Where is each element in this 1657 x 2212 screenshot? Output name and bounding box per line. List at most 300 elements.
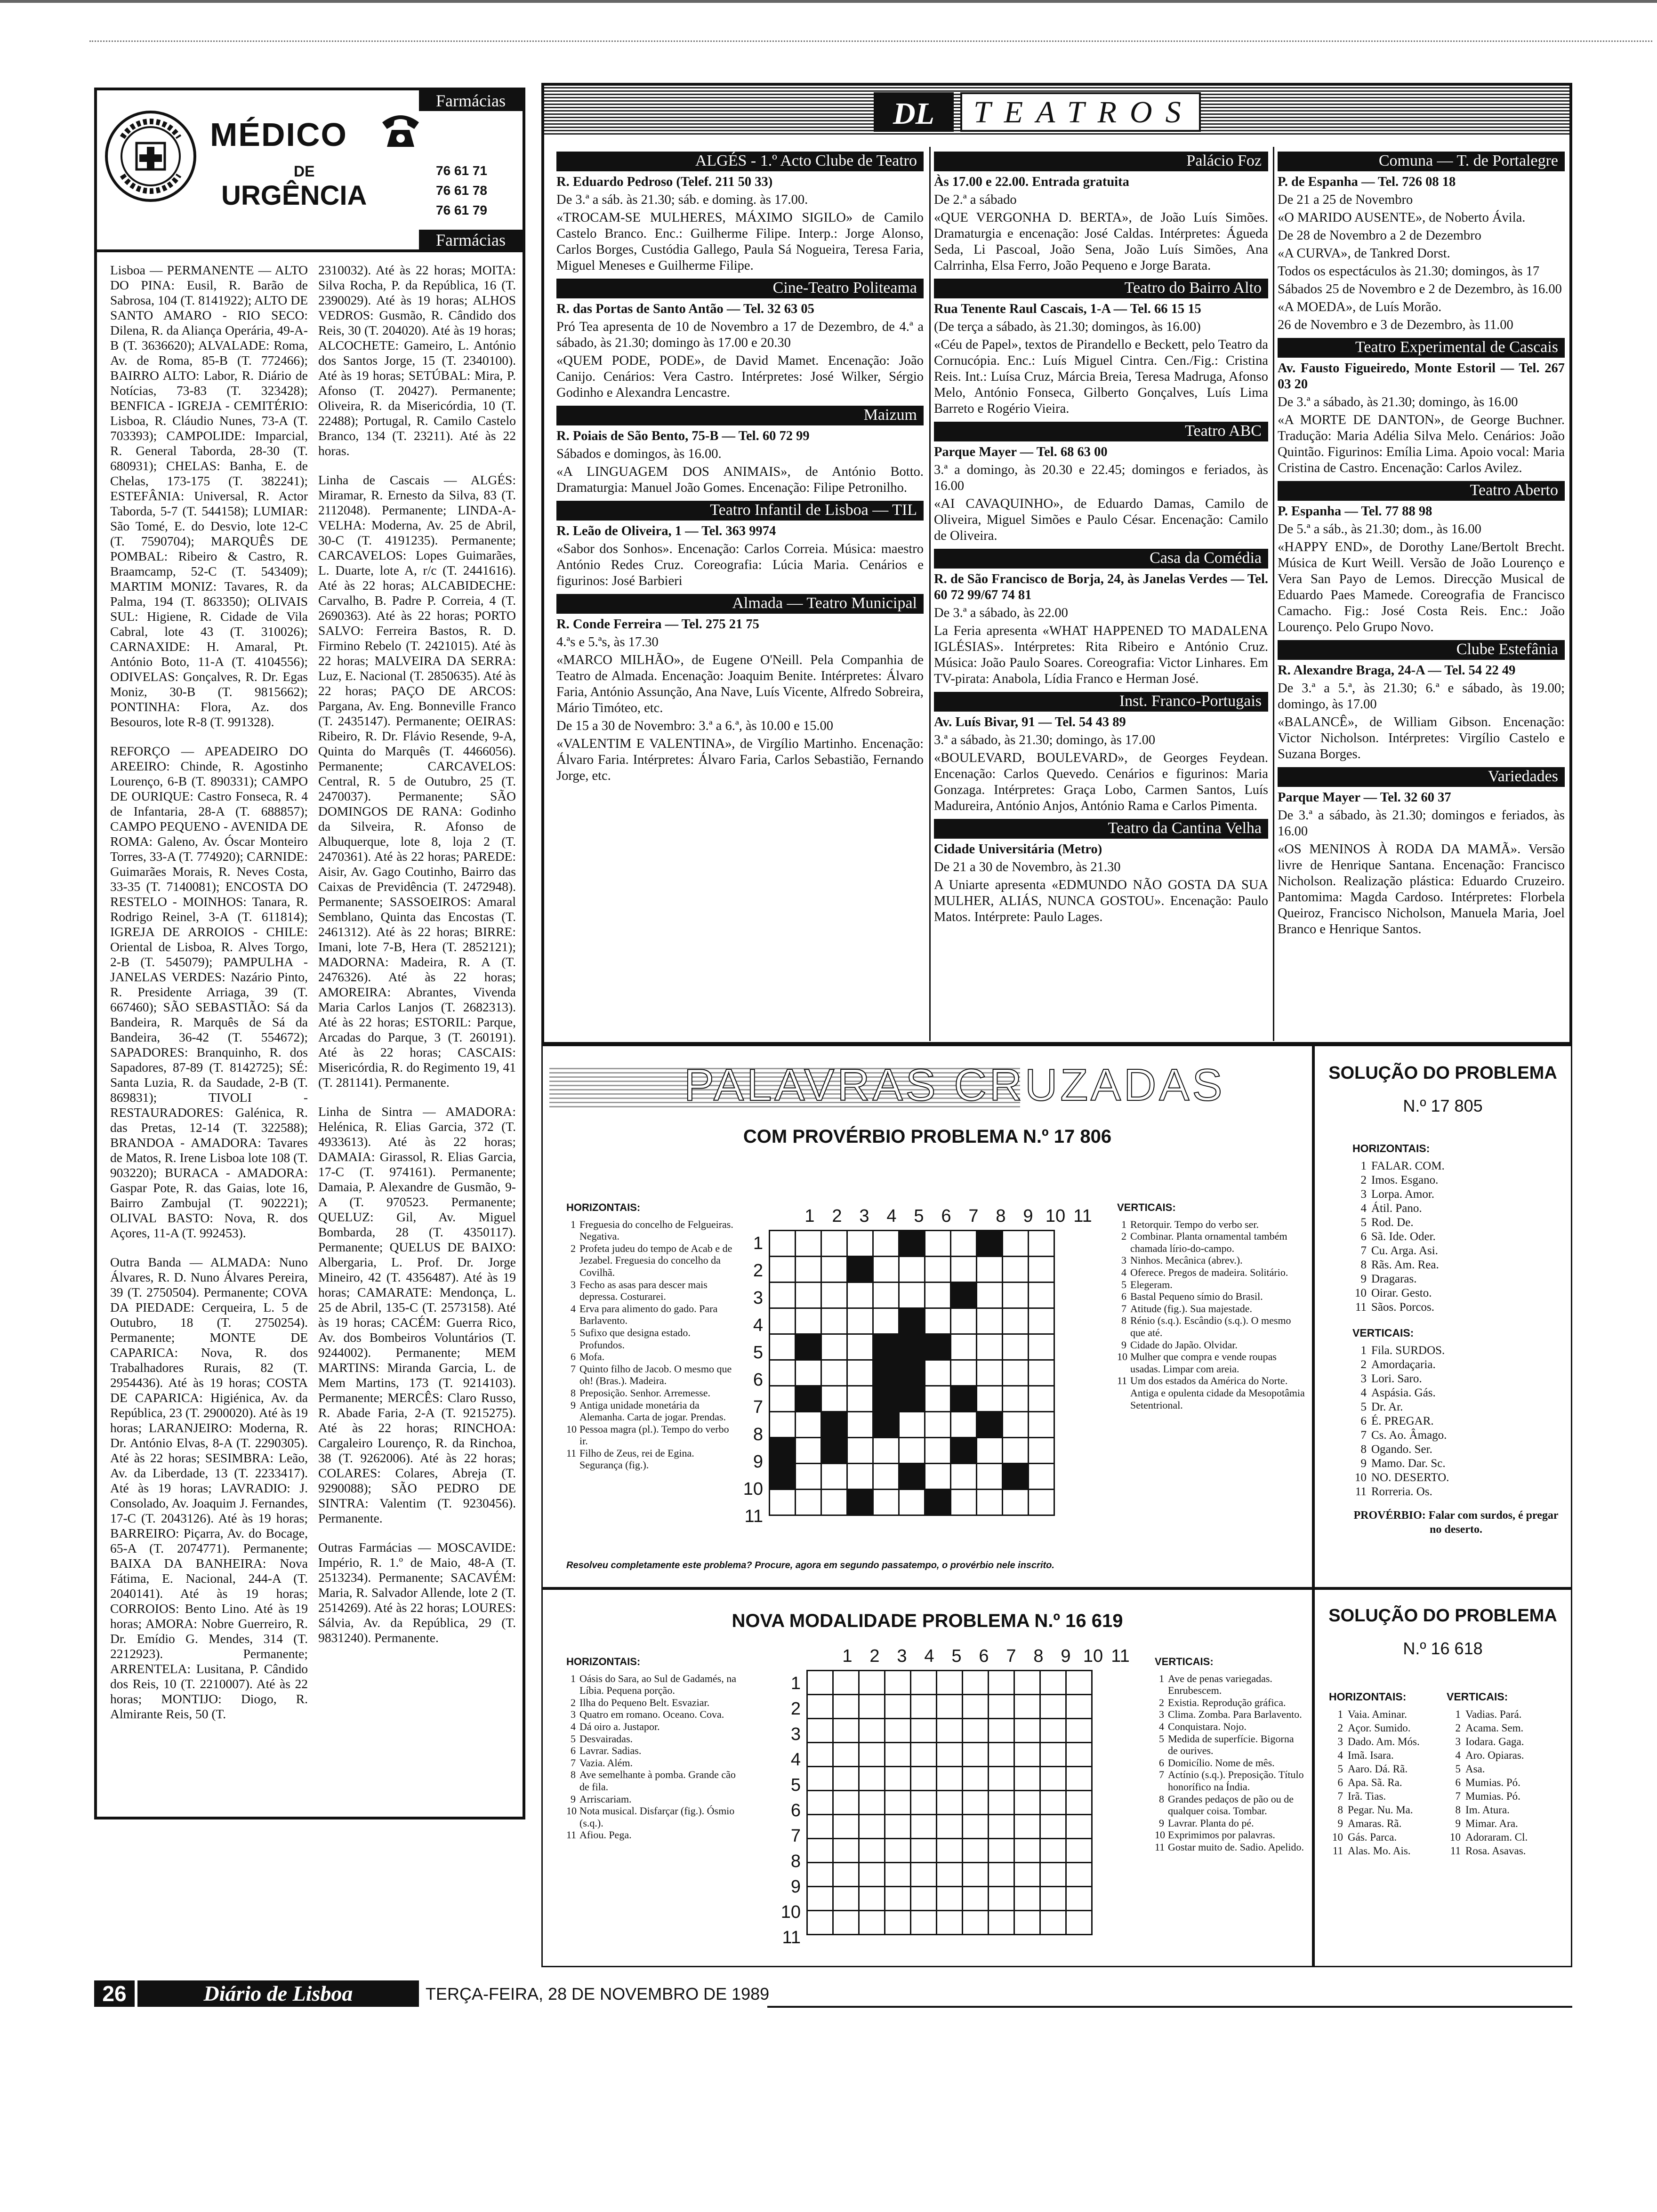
grid-cell[interactable] — [951, 1412, 977, 1438]
grid-cell[interactable] — [847, 1308, 873, 1334]
top-dotted-rule — [89, 40, 1652, 42]
grid-cell[interactable] — [899, 1360, 925, 1386]
solution-number-label: 7 — [1360, 1244, 1367, 1257]
grid-cell[interactable] — [1014, 1839, 1040, 1863]
theatre-listing-line: P. de Espanha — Tel. 726 08 18 — [1278, 175, 1456, 189]
grid-cell[interactable] — [989, 1887, 1014, 1911]
grid-cell[interactable] — [1003, 1257, 1029, 1282]
grid-cell[interactable] — [1029, 1257, 1054, 1282]
grid-cell[interactable] — [977, 1231, 1003, 1257]
clinic-logo — [104, 109, 198, 203]
grid-cell[interactable] — [796, 1464, 821, 1490]
grid-cell[interactable] — [885, 1767, 911, 1791]
solution-item — [1352, 1187, 1560, 1202]
grid-cell[interactable] — [925, 1360, 951, 1386]
grid-cell[interactable] — [873, 1308, 899, 1334]
clue-text: Profeta judeu do tempo de Acab e de Jezabel. Freguesia do concelho da Covilhã. — [579, 1242, 732, 1278]
grid-cell[interactable] — [1014, 1911, 1040, 1935]
grid-cell[interactable] — [1040, 1671, 1066, 1695]
grid-cell[interactable] — [937, 1911, 963, 1935]
grid-cell[interactable] — [885, 1839, 911, 1863]
grid-cell[interactable] — [899, 1464, 925, 1490]
theatre-listing-line: «VALENTIM E VALENTINA», de Virgílio Martinho. Encenação: Álvaro Faria. Intérpretes: Álvaro Faria, Carlos Sebastião, Fernando Jorge, etc. — [556, 737, 924, 783]
solution-answer: Iodara. Gaga. — [1465, 1736, 1524, 1747]
grid-cell[interactable] — [770, 1438, 796, 1464]
clue-number: 10 — [566, 1805, 577, 1817]
grid-cell[interactable] — [899, 1412, 925, 1438]
grid-cell[interactable] — [873, 1334, 899, 1360]
grid-cell[interactable] — [859, 1791, 885, 1815]
grid-cell[interactable] — [885, 1671, 911, 1695]
solution-item — [1352, 1471, 1560, 1485]
grid-cell[interactable] — [951, 1231, 977, 1257]
grid-cell[interactable] — [925, 1282, 951, 1308]
grid-cell[interactable] — [1003, 1360, 1029, 1386]
grid-cell[interactable] — [873, 1464, 899, 1490]
grid-cell[interactable] — [963, 1695, 989, 1719]
grid-cell[interactable] — [925, 1308, 951, 1334]
grid-cell[interactable] — [989, 1695, 1014, 1719]
grid-cell[interactable] — [807, 1695, 833, 1719]
grid-cell[interactable] — [937, 1839, 963, 1863]
grid-cell[interactable] — [977, 1490, 1003, 1515]
grid-cell[interactable] — [1040, 1887, 1066, 1911]
theatre-name-bar: Almada — Teatro Municipal — [556, 594, 924, 614]
solution-item — [1447, 1721, 1564, 1735]
grid-cell[interactable] — [770, 1282, 796, 1308]
grid-cell[interactable] — [807, 1815, 833, 1839]
clue-number: 5 — [1159, 1732, 1164, 1745]
grid-cell[interactable] — [1029, 1464, 1054, 1490]
grid-cell[interactable] — [859, 1911, 885, 1935]
grid-cell[interactable] — [1003, 1308, 1029, 1334]
solution-number-label: 2 — [1360, 1358, 1367, 1371]
grid-cell[interactable] — [859, 1767, 885, 1791]
grid-cell[interactable] — [847, 1257, 873, 1282]
grid-cell[interactable] — [859, 1815, 885, 1839]
grid-cell[interactable] — [770, 1360, 796, 1386]
grid-cell[interactable] — [807, 1863, 833, 1887]
solution-answer: Pegar. Nu. Ma. — [1348, 1804, 1413, 1816]
grid-cell[interactable] — [807, 1671, 833, 1695]
theatre-listing-line: R. Conde Ferreira — Tel. 275 21 75 — [556, 617, 759, 632]
theatre-name-bar: Teatro Infantil de Lisboa — TIL — [556, 501, 924, 521]
crossword-grid-2 — [806, 1670, 1093, 1935]
grid-cell[interactable] — [899, 1490, 925, 1515]
grid-cell[interactable] — [833, 1791, 859, 1815]
grid-cell[interactable] — [885, 1695, 911, 1719]
grid-cell[interactable] — [963, 1839, 989, 1863]
theatre-listing-line: «QUE VERGONHA D. BERTA», de João Luís Simões. Dramaturgia e encenação: José Caldas. Intérpretes: Águeda Seda, Li Pascoal, João Sena, João Luís Simões, Ana Calrrinha, Elsa Ferro, João Pequeno e Jorge Barata. — [934, 210, 1268, 273]
grid-cell[interactable] — [1014, 1815, 1040, 1839]
grid-cell[interactable] — [911, 1911, 937, 1935]
grid-cell[interactable] — [859, 1695, 885, 1719]
clue-item — [566, 1708, 740, 1721]
grid-cell[interactable] — [899, 1257, 925, 1282]
grid-cell[interactable] — [989, 1863, 1014, 1887]
grid-cell[interactable] — [1040, 1815, 1066, 1839]
grid-cell[interactable] — [1014, 1719, 1040, 1743]
solution-number-label: 7 — [1455, 1790, 1461, 1802]
grid-cell[interactable] — [911, 1767, 937, 1791]
grid-cell[interactable] — [977, 1386, 1003, 1412]
grid-cell[interactable] — [847, 1438, 873, 1464]
vertical-clues — [1117, 1202, 1305, 1531]
grid-cell[interactable] — [989, 1767, 1014, 1791]
grid-cell[interactable] — [770, 1464, 796, 1490]
solution-number-label: 1 — [1360, 1344, 1367, 1357]
grid-cell[interactable] — [1014, 1671, 1040, 1695]
grid-cell[interactable] — [821, 1386, 847, 1412]
clue-item — [566, 1697, 740, 1709]
grid-cell[interactable] — [1029, 1334, 1054, 1360]
grid-cell[interactable] — [1014, 1863, 1040, 1887]
grid-cell[interactable] — [1029, 1438, 1054, 1464]
clue-number: 7 — [571, 1756, 576, 1769]
grid-cell[interactable] — [847, 1334, 873, 1360]
grid-cell[interactable] — [821, 1282, 847, 1308]
grid-cell[interactable] — [796, 1257, 821, 1282]
grid-cell[interactable] — [1040, 1839, 1066, 1863]
grid-cell[interactable] — [1066, 1815, 1092, 1839]
grid-cell[interactable] — [951, 1386, 977, 1412]
grid-cell[interactable] — [821, 1308, 847, 1334]
grid-cell[interactable] — [963, 1887, 989, 1911]
grid-cell[interactable] — [937, 1863, 963, 1887]
grid-cell[interactable] — [833, 1767, 859, 1791]
grid-cell[interactable] — [821, 1464, 847, 1490]
grid-cell[interactable] — [989, 1719, 1014, 1743]
clue-text: Afiou. Pega. — [579, 1829, 632, 1841]
grid-cell[interactable] — [847, 1282, 873, 1308]
horizontais-heading: HORIZONTAIS: — [566, 1656, 641, 1667]
grid-cell[interactable] — [847, 1360, 873, 1386]
grid-cell[interactable] — [963, 1911, 989, 1935]
grid-cell[interactable] — [770, 1308, 796, 1334]
grid-cell[interactable] — [951, 1257, 977, 1282]
grid-cell[interactable] — [873, 1386, 899, 1412]
grid-cell[interactable] — [1040, 1767, 1066, 1791]
grid-cell[interactable] — [796, 1334, 821, 1360]
crossword-col-numbers-2 — [834, 1646, 1144, 1670]
clue-text: Retorquir. Tempo do verbo ser. — [1130, 1218, 1259, 1230]
grid-cell[interactable] — [963, 1767, 989, 1791]
theatre-name-bar: Clube Estefânia — [1278, 640, 1565, 660]
grid-cell[interactable] — [925, 1231, 951, 1257]
grid-cell[interactable] — [1014, 1887, 1040, 1911]
grid-cell[interactable] — [859, 1887, 885, 1911]
clue-item — [1117, 1218, 1305, 1231]
clue-number: 8 — [1159, 1793, 1164, 1805]
grid-cell[interactable] — [796, 1308, 821, 1334]
grid-cell[interactable] — [821, 1360, 847, 1386]
grid-cell[interactable] — [977, 1412, 1003, 1438]
crossword-panel — [541, 1045, 1313, 1588]
grid-cell[interactable] — [885, 1887, 911, 1911]
grid-cell[interactable] — [1029, 1490, 1054, 1515]
grid-cell[interactable] — [873, 1257, 899, 1282]
grid-cell[interactable] — [807, 1719, 833, 1743]
grid-cell[interactable] — [770, 1257, 796, 1282]
grid-cell[interactable] — [833, 1695, 859, 1719]
grid-cell[interactable] — [937, 1743, 963, 1767]
grid-cell[interactable] — [859, 1863, 885, 1887]
grid-cell[interactable] — [977, 1282, 1003, 1308]
grid-cell[interactable] — [1066, 1839, 1092, 1863]
grid-cell[interactable] — [925, 1386, 951, 1412]
solution-item — [1352, 1428, 1560, 1443]
solution-answer: Sãos. Porcos. — [1371, 1301, 1435, 1314]
grid-cell[interactable] — [1014, 1767, 1040, 1791]
grid-cell[interactable] — [1029, 1412, 1054, 1438]
grid-cell[interactable] — [989, 1839, 1014, 1863]
grid-cell[interactable] — [847, 1231, 873, 1257]
grid-cell[interactable] — [963, 1791, 989, 1815]
grid-cell[interactable] — [1003, 1231, 1029, 1257]
grid-cell[interactable] — [911, 1815, 937, 1839]
grid-cell[interactable] — [899, 1231, 925, 1257]
grid-cell[interactable] — [989, 1791, 1014, 1815]
grid-cell[interactable] — [796, 1360, 821, 1386]
grid-cell[interactable] — [911, 1863, 937, 1887]
grid-cell[interactable] — [925, 1257, 951, 1282]
grid-cell[interactable] — [885, 1863, 911, 1887]
grid-cell[interactable] — [821, 1231, 847, 1257]
grid-cell[interactable] — [911, 1887, 937, 1911]
grid-cell[interactable] — [937, 1671, 963, 1695]
grid-cell[interactable] — [873, 1231, 899, 1257]
grid-cell[interactable] — [796, 1490, 821, 1515]
grid-cell[interactable] — [1066, 1695, 1092, 1719]
grid-cell[interactable] — [859, 1671, 885, 1695]
solution-body — [1352, 1136, 1560, 1559]
grid-cell[interactable] — [1014, 1743, 1040, 1767]
grid-cell[interactable] — [899, 1438, 925, 1464]
grid-cell[interactable] — [989, 1671, 1014, 1695]
grid-cell[interactable] — [1066, 1743, 1092, 1767]
grid-cell[interactable] — [1029, 1386, 1054, 1412]
grid-cell[interactable] — [1003, 1490, 1029, 1515]
grid-cell[interactable] — [1066, 1791, 1092, 1815]
grid-cell[interactable] — [911, 1695, 937, 1719]
grid-cell[interactable] — [833, 1815, 859, 1839]
grid-cell[interactable] — [963, 1719, 989, 1743]
grid-cell[interactable] — [847, 1490, 873, 1515]
grid-cell[interactable] — [1029, 1231, 1054, 1257]
solution-answer: Aspásia. Gás. — [1371, 1387, 1436, 1399]
clue-number: 9 — [571, 1399, 576, 1411]
grid-cell[interactable] — [833, 1863, 859, 1887]
grid-cell[interactable] — [770, 1490, 796, 1515]
grid-cell[interactable] — [859, 1719, 885, 1743]
medico-title: MÉDICO — [210, 116, 347, 153]
grid-cell[interactable] — [977, 1438, 1003, 1464]
grid-cell[interactable] — [937, 1791, 963, 1815]
grid-cell[interactable] — [821, 1438, 847, 1464]
solution-number-label: 4 — [1360, 1202, 1367, 1215]
grid-cell[interactable] — [1040, 1719, 1066, 1743]
grid-cell[interactable] — [796, 1231, 821, 1257]
pharmacy-listing: 2310032). Até às 22 horas; MOITA: Silva Rocha, P. da República, 16 (T. 2390029). Até às 19 horas; ALHOS VEDROS: Gusmão, R. Cândido dos Reis, 30 (T. 204020). Até às 19 horas; ALCOCHETE: Gameiro, L. António dos Santos Jorge, 15 (T. 2340100). Até às 19 horas; SETÚBAL: Mira, P. Afonso (T. 20427). Permanente; Oliveira, R. da Misericórdia, 10 (T. 22488); Portugal, R. Camilo Castelo Branco, 134 (T. 23211). Até às 22 horas. — [318, 263, 516, 458]
grid-cell[interactable] — [1029, 1360, 1054, 1386]
theatre-name-bar: Teatro do Bairro Alto — [934, 279, 1268, 298]
grid-cell[interactable] — [885, 1791, 911, 1815]
grid-cell[interactable] — [911, 1671, 937, 1695]
grid-cell[interactable] — [937, 1887, 963, 1911]
grid-cell[interactable] — [873, 1412, 899, 1438]
grid-cell[interactable] — [1003, 1282, 1029, 1308]
grid-cell[interactable] — [951, 1360, 977, 1386]
grid-cell[interactable] — [911, 1791, 937, 1815]
grid-cell[interactable] — [770, 1334, 796, 1360]
grid-cell[interactable] — [899, 1386, 925, 1412]
grid-cell[interactable] — [1040, 1743, 1066, 1767]
grid-cell[interactable] — [796, 1282, 821, 1308]
grid-cell[interactable] — [807, 1767, 833, 1791]
grid-cell[interactable] — [833, 1671, 859, 1695]
grid-cell[interactable] — [1029, 1282, 1054, 1308]
grid-cell[interactable] — [937, 1815, 963, 1839]
grid-cell[interactable] — [899, 1308, 925, 1334]
grid-cell[interactable] — [807, 1839, 833, 1863]
grid-cell[interactable] — [977, 1257, 1003, 1282]
grid-cell[interactable] — [821, 1412, 847, 1438]
grid-cell[interactable] — [963, 1743, 989, 1767]
grid-cell[interactable] — [833, 1887, 859, 1911]
grid-cell[interactable] — [951, 1438, 977, 1464]
grid-cell[interactable] — [1003, 1412, 1029, 1438]
grid-cell[interactable] — [963, 1671, 989, 1695]
grid-cell[interactable] — [925, 1490, 951, 1515]
grid-cell[interactable] — [1040, 1863, 1066, 1887]
grid-cell[interactable] — [951, 1282, 977, 1308]
grid-cell[interactable] — [770, 1412, 796, 1438]
grid-cell[interactable] — [873, 1438, 899, 1464]
grid-cell[interactable] — [873, 1282, 899, 1308]
grid-index-label: 4 — [753, 1315, 763, 1335]
theatre-name-bar: Teatro ABC — [934, 422, 1268, 441]
grid-cell[interactable] — [1040, 1695, 1066, 1719]
theatres-panel — [541, 83, 1572, 1045]
grid-cell[interactable] — [911, 1839, 937, 1863]
grid-cell[interactable] — [859, 1839, 885, 1863]
grid-cell[interactable] — [1066, 1887, 1092, 1911]
grid-cell[interactable] — [899, 1282, 925, 1308]
grid-cell[interactable] — [937, 1695, 963, 1719]
grid-cell[interactable] — [925, 1412, 951, 1438]
grid-cell[interactable] — [937, 1719, 963, 1743]
grid-cell[interactable] — [885, 1815, 911, 1839]
grid-cell[interactable] — [770, 1386, 796, 1412]
grid-cell[interactable] — [873, 1490, 899, 1515]
grid-cell[interactable] — [859, 1743, 885, 1767]
column-rule — [929, 147, 931, 1041]
grid-cell[interactable] — [885, 1743, 911, 1767]
grid-cell[interactable] — [951, 1464, 977, 1490]
grid-cell[interactable] — [977, 1308, 1003, 1334]
grid-cell[interactable] — [1066, 1863, 1092, 1887]
grid-cell[interactable] — [989, 1911, 1014, 1935]
grid-cell[interactable] — [833, 1911, 859, 1935]
grid-cell[interactable] — [807, 1791, 833, 1815]
grid-cell[interactable] — [899, 1334, 925, 1360]
grid-cell[interactable] — [951, 1334, 977, 1360]
grid-cell[interactable] — [1003, 1438, 1029, 1464]
grid-cell[interactable] — [885, 1911, 911, 1935]
grid-cell[interactable] — [796, 1438, 821, 1464]
grid-cell[interactable] — [847, 1386, 873, 1412]
grid-cell[interactable] — [1029, 1308, 1054, 1334]
theatre-listing-line: «A MORTE DE DANTON», de George Buchner. Tradução: Maria Adélia Silva Melo. Cenários: João Quintão. Figurinos: Emília Lima. Apoio vocal: Maria Cristina de Castro. Encenação: Carlos Avilez. — [1278, 413, 1565, 475]
clue-text: Gostar muito de. Sadio. Apelido. — [1168, 1841, 1304, 1853]
solution-item — [1352, 1457, 1560, 1471]
grid-cell[interactable] — [847, 1412, 873, 1438]
grid-cell[interactable] — [989, 1815, 1014, 1839]
grid-cell[interactable] — [1040, 1911, 1066, 1935]
grid-cell[interactable] — [833, 1743, 859, 1767]
solution-number-label: 10 — [1332, 1831, 1343, 1843]
grid-cell[interactable] — [1066, 1719, 1092, 1743]
grid-cell[interactable] — [1066, 1767, 1092, 1791]
grid-cell[interactable] — [1014, 1695, 1040, 1719]
grid-cell[interactable] — [977, 1334, 1003, 1360]
grid-cell[interactable] — [1014, 1791, 1040, 1815]
grid-cell[interactable] — [937, 1767, 963, 1791]
grid-cell[interactable] — [821, 1257, 847, 1282]
solution-answer: Amordaçaria. — [1371, 1358, 1436, 1371]
grid-cell[interactable] — [951, 1490, 977, 1515]
clue-number: 5 — [1121, 1278, 1126, 1290]
clue-number: 9 — [1121, 1338, 1126, 1351]
grid-cell[interactable] — [770, 1231, 796, 1257]
grid-cell[interactable] — [963, 1815, 989, 1839]
solution-answer: Dragaras. — [1371, 1273, 1417, 1285]
grid-cell[interactable] — [1003, 1334, 1029, 1360]
grid-cell[interactable] — [1066, 1911, 1092, 1935]
grid-cell[interactable] — [977, 1464, 1003, 1490]
grid-cell[interactable] — [1003, 1386, 1029, 1412]
grid-cell[interactable] — [873, 1360, 899, 1386]
grid-cell[interactable] — [833, 1719, 859, 1743]
grid-cell[interactable] — [796, 1386, 821, 1412]
grid-cell[interactable] — [821, 1334, 847, 1360]
grid-cell[interactable] — [821, 1490, 847, 1515]
grid-cell[interactable] — [951, 1308, 977, 1334]
grid-cell[interactable] — [796, 1412, 821, 1438]
grid-cell[interactable] — [885, 1719, 911, 1743]
grid-cell[interactable] — [807, 1911, 833, 1935]
grid-cell[interactable] — [1040, 1791, 1066, 1815]
grid-cell[interactable] — [989, 1743, 1014, 1767]
grid-cell[interactable] — [807, 1887, 833, 1911]
grid-cell[interactable] — [807, 1743, 833, 1767]
grid-cell[interactable] — [1066, 1671, 1092, 1695]
solution-item — [1352, 1344, 1560, 1358]
grid-cell[interactable] — [833, 1839, 859, 1863]
grid-cell[interactable] — [925, 1334, 951, 1360]
grid-index-label: 10 — [780, 1902, 801, 1922]
grid-cell[interactable] — [1003, 1464, 1029, 1490]
grid-cell[interactable] — [925, 1438, 951, 1464]
solution-number-label: 8 — [1337, 1804, 1343, 1816]
grid-cell[interactable] — [911, 1743, 937, 1767]
grid-cell[interactable] — [977, 1360, 1003, 1386]
grid-cell[interactable] — [847, 1464, 873, 1490]
grid-cell[interactable] — [963, 1863, 989, 1887]
clue-number: 11 — [1155, 1841, 1165, 1853]
grid-cell[interactable] — [911, 1719, 937, 1743]
grid-cell[interactable] — [925, 1464, 951, 1490]
